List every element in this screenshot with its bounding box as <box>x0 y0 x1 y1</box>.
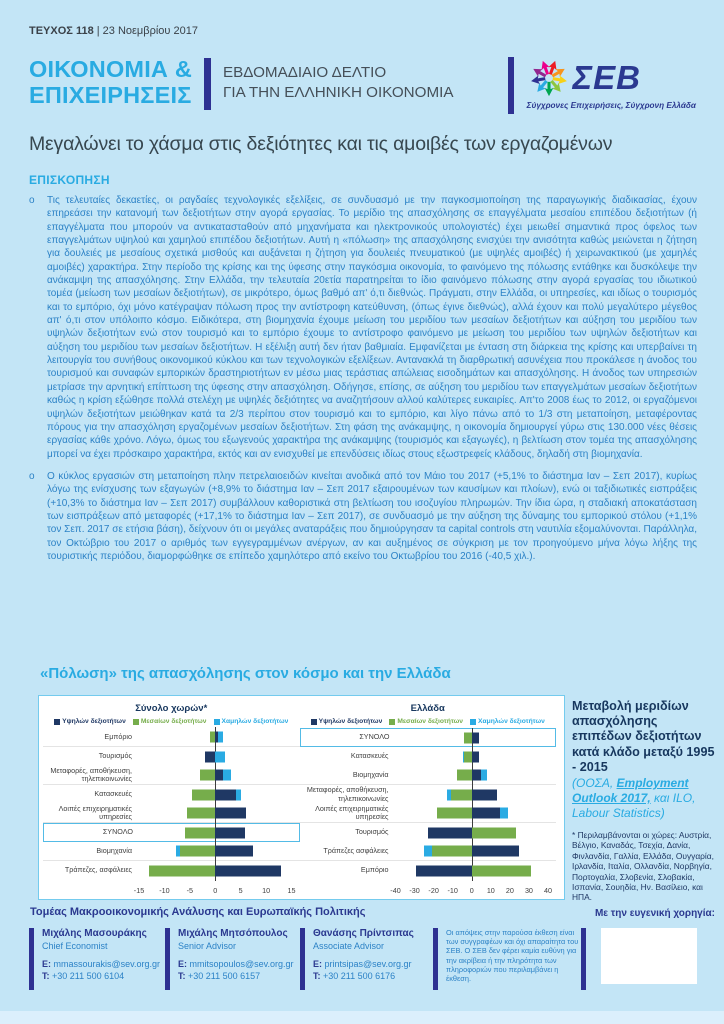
legend-label: Υψηλών δεξιοτήτων <box>62 718 126 725</box>
chart-row-label: Μεταφορές, αποθήκευση, τηλεπικοινωνίες <box>306 785 389 803</box>
bar-segment <box>432 846 472 857</box>
axis-tick-label: -15 <box>133 886 145 895</box>
bar-segment <box>463 751 465 762</box>
chart-row-plot <box>139 747 292 766</box>
contact-name: Μιχάλης Μασουράκης <box>42 928 147 939</box>
axis-tick-label: -10 <box>159 886 170 895</box>
chart-section-title: «Πόλωση» της απασχόλησης στον κόσμο και την Ελλάδα <box>40 665 451 682</box>
bar-segment <box>215 751 225 762</box>
page-title: Μεγαλώνει το χάσμα στις δεξιότητες και τις αμοιβές των εργαζομένων <box>29 133 613 155</box>
chart-row-plot <box>139 842 292 860</box>
chart-row <box>43 842 300 861</box>
sponsor-block <box>581 928 715 990</box>
email-label: E: <box>42 959 51 969</box>
bar-segment <box>236 789 241 800</box>
chart-row-label: Κατασκευές <box>94 789 132 799</box>
chart-row-plot <box>139 766 292 784</box>
bar-segment <box>187 808 215 819</box>
bar-segment <box>185 827 215 838</box>
axis-tick-label: -20 <box>428 886 439 895</box>
chart-row-label: Εμπόριο <box>104 731 132 741</box>
sev-logo <box>508 56 696 114</box>
contact-email[interactable]: mmitsopoulos@sev.org.gr <box>189 959 294 969</box>
bar-segment <box>215 865 281 876</box>
axis-tick-label: 5 <box>238 886 243 895</box>
legend-swatch <box>214 719 220 725</box>
bar-segment <box>437 808 471 819</box>
axis-tick-label: 20 <box>505 886 514 895</box>
chart-row-plot <box>396 747 549 766</box>
chart-row-plot <box>139 861 292 880</box>
bullet-marker: o <box>29 470 35 482</box>
contact-phone: +30 211 500 6157 <box>188 971 261 981</box>
bar-segment <box>472 751 480 762</box>
bar-segment <box>472 732 480 743</box>
chart-row-label: Βιομηχανία <box>352 769 389 779</box>
bar-segment <box>457 770 472 781</box>
bar-segment <box>472 846 520 857</box>
contact-role: Chief Economist <box>42 941 108 951</box>
chart-row-label: ΣΥΝΟΛΟ <box>359 732 390 742</box>
chart-row <box>43 861 300 880</box>
chart-greece <box>300 701 557 897</box>
bar-segment <box>472 865 531 876</box>
chart-row-plot <box>396 842 549 860</box>
bulletin-subtitle <box>223 63 453 103</box>
axis-tick-label: -40 <box>390 886 401 895</box>
axis-tick-label: 30 <box>524 886 533 895</box>
bar-segment <box>192 789 215 800</box>
chart-row <box>300 842 557 861</box>
contact-name: Θανάσης Πρίντσιπας <box>313 928 414 939</box>
chart-sidebar <box>572 699 718 903</box>
legend-swatch <box>54 719 60 725</box>
employment-outlook-link[interactable]: Employment Outlook 2017, <box>572 776 689 806</box>
subtitle-line1: ΕΒΔΟΜΑΔΙΑΙΟ ΔΕΛΤΙΟ <box>223 64 387 81</box>
bar-segment <box>215 827 245 838</box>
bar-segment <box>416 865 471 876</box>
bullet-text-2: Ο κύκλος εργασιών στη μεταποίηση πλην πετρελαιοειδών κινείται ανοδικά από τον Μάιο του 2017 (+5,1% το διάστημα Ιαν – Σεπ 2017), κυρίως λόγω της ενίσχυσης των εξαγωγών (+8,9% το διάστημα Ιαν – Σεπ 2017 εξαιρουμένων των καυσίμων και πλοίων), ενώ οι ταξιδιωτικές εισπράξεις (+10,3% το διάστημα Ιαν – Σεπ 2017) συμβάλλουν καθοριστικά στη βελτίωση του ισοζυγίου πληρωμών. Την ίδια ώρα, η σταδιακή αποκατάσταση των εισπράξεων από μεταφορές (+17,1% το διάστημα Ιαν – Σεπ 2017), σε συνδυασμό με την αύξηση της δύναμης του εμπορικού στόλου (+1,1% τον Σεπ. 2017 σε ετήσια βάση), δείχνουν ότι οι μεγάλες αναταράξεις που δημιούργησαν τα capital controls στη ναυτιλία εξομαλύνονται. Παράλληλα, τον Οκτώβριο του 2017 ο αριθμός των εγγεγραμμένων ανέργων, αν και αυξημένος σε σύγκριση με τον προηγούμενο μήνα λόγω λήξης της τουριστικής περιόδου, διαμορφώθηκε σε επίπεδο χαμηλότερο από εκείνο του Οκτωβρίου του 2016 (-40,5 χιλ.). <box>47 470 697 562</box>
contact-phone: +30 211 500 6104 <box>52 971 125 981</box>
chart-legend <box>300 718 557 725</box>
axis-tick-label: 10 <box>262 886 271 895</box>
chart-row-plot <box>396 766 549 784</box>
bar-segment <box>180 846 216 857</box>
axis-tick-label: 40 <box>544 886 552 895</box>
chart-title: Σύνολο χωρών* <box>135 703 208 714</box>
bar-segment <box>464 751 472 762</box>
bar-segment <box>464 732 472 743</box>
contact-name: Μιχάλης Μητσόπουλος <box>178 928 288 939</box>
legend-label: Χαμηλών δεξιοτήτων <box>478 718 545 725</box>
sev-tagline: Σύγχρονες Επιχειρήσεις, Σύγχρονη Ελλάδα <box>526 101 696 110</box>
chart-row <box>300 728 557 747</box>
chart-legend <box>43 718 300 725</box>
legend-label: Μεσαίων δεξιοτήτων <box>140 718 207 725</box>
chart-row-label: Μεταφορές, αποθήκευση, τηλεπικοινωνίες <box>50 765 132 783</box>
disclaimer-block <box>433 928 581 990</box>
legend-label: Μεσαίων δεξιοτήτων <box>397 718 464 725</box>
chart-x-axis <box>133 885 296 897</box>
phone-label: T: <box>313 971 321 981</box>
chart-row <box>43 728 300 747</box>
chart-row-plot <box>396 861 549 880</box>
chart-row-plot <box>397 729 548 746</box>
bar-segment <box>472 808 501 819</box>
sidebar-heading: Μεταβολή μεριδίων απασχόλησης επιπέδων δεξιοτήτων κατά κλάδο μεταξύ 1995 - 2015 <box>572 699 715 774</box>
chart-row <box>43 766 300 785</box>
chart-row-plot <box>139 785 292 804</box>
overview-heading: ΕΠΙΣΚΟΠΗΣΗ <box>29 173 110 187</box>
contact-email[interactable]: printsipas@sev.org.gr <box>324 959 412 969</box>
legend-item <box>214 718 289 725</box>
sev-logo-text: ΣΕΒ <box>572 59 641 96</box>
issue-number: ΤΕΥΧΟΣ 118 <box>29 25 94 37</box>
logo-divider <box>508 57 514 114</box>
overview-bullets <box>29 194 697 664</box>
chart-row <box>300 785 557 804</box>
bar-segment <box>472 827 516 838</box>
chart-row-label: ΣΥΝΟΛΟ <box>102 827 133 837</box>
chart-row-plot <box>139 728 292 746</box>
chart-title: Ελλάδα <box>410 703 445 714</box>
contact-role: Associate Advisor <box>313 941 385 951</box>
bar-segment <box>149 865 215 876</box>
legend-item <box>133 718 207 725</box>
axis-tick-label: 15 <box>287 886 296 895</box>
chart-row <box>43 823 300 842</box>
sponsor-label: Με την ευγενική χορηγία: <box>594 908 715 919</box>
chart-row-plot <box>396 804 549 822</box>
bar-segment <box>472 770 482 781</box>
axis-tick-label: -10 <box>447 886 458 895</box>
chart-row-label: Λοιπές επιχειρηματικές υπηρεσίες <box>58 803 132 821</box>
chart-row-label: Τουρισμός <box>98 751 132 761</box>
chart-row-plot <box>396 823 549 842</box>
source-prefix: (ΟΟΣΑ, <box>572 776 617 791</box>
brand-line2: ΕΠΙΧΕΙΡΗΣΕΙΣ <box>29 82 192 108</box>
bar-segment <box>200 770 215 781</box>
bar-segment <box>215 770 223 781</box>
subtitle-line2: ΓΙΑ ΤΗΝ ΕΛΛΗΝΙΚΗ ΟΙΚΟΝΟΜΙΑ <box>223 84 454 101</box>
legend-item <box>389 718 463 725</box>
axis-tick-label: 0 <box>213 886 218 895</box>
chart-rows <box>300 728 557 884</box>
axis-tick-label: -5 <box>186 886 194 895</box>
bar-segment <box>215 808 246 819</box>
legend-label: Υψηλών δεξιοτήτων <box>318 718 383 725</box>
phone-label: T: <box>42 971 50 981</box>
chart-row-plot <box>140 824 291 841</box>
chart-row-plot <box>139 804 292 822</box>
chart-row-plot <box>396 785 549 804</box>
bullet-item <box>29 194 697 461</box>
bar-segment <box>481 770 487 781</box>
department-label: Τομέας Μακροοικονομικής Ανάλυσης και Ευρωπαϊκής Πολιτικής <box>30 906 366 918</box>
chart-x-axis <box>390 885 552 897</box>
bar-segment <box>215 846 253 857</box>
legend-item <box>54 718 126 725</box>
page-bottom-strip <box>0 1011 724 1024</box>
axis-tick-label: 0 <box>469 886 474 895</box>
legend-swatch <box>133 719 139 725</box>
chart-row-label: Τράπεζες, ασφάλειες <box>64 865 132 875</box>
bar-segment <box>223 770 231 781</box>
legend-swatch <box>311 719 317 725</box>
chart-row-label: Λοιπές επιχειρηματικές υπηρεσίες <box>315 803 389 821</box>
contact-card <box>29 928 165 990</box>
bar-segment <box>215 789 235 800</box>
chart-row <box>43 747 300 766</box>
disclaimer-text: Οι απόψεις στην παρούσα έκθεση είναι των συγγραφέων και όχι απαραίτητα του ΣΕΒ. Ο ΣΕΒ δεν φέρει καμία ευθύνη για την ακρίβεια ή την πληρότητα των πληροφοριών που περιλαμβάνει η έκθεση. <box>446 928 579 984</box>
countries-footnote: * Περιλαμβάνονται οι χώρες: Αυστρία, Βέλγιο, Καναδάς, Τσεχία, Δανία, Φινλανδία, Γαλλία, Ελλάδα, Ουγγαρία, Ιρλανδία, Ιταλία, Ολλανδία, Νορβηγία, Πορτογαλία, Σλοβενία, Σλοβακία, Ισπανία, Σουηδία, Ην. Βασίλειο, και ΗΠΑ. <box>572 830 714 903</box>
bar-segment <box>218 732 223 743</box>
legend-item <box>311 718 383 725</box>
chart-row <box>300 804 557 823</box>
issue-date: | 23 Νοεμβρίου 2017 <box>96 25 198 37</box>
chart-row-label: Τράπεζες ασφάλειες <box>323 845 389 855</box>
masthead-divider <box>204 58 211 110</box>
chart-row <box>300 766 557 785</box>
bar-segment <box>500 808 508 819</box>
bar-segment <box>428 827 472 838</box>
bar-segment <box>472 789 497 800</box>
contact-role: Senior Advisor <box>178 941 237 951</box>
phone-label: T: <box>178 971 186 981</box>
axis-tick-label: -30 <box>409 886 420 895</box>
legend-label: Χαμηλών δεξιοτήτων <box>221 718 289 725</box>
chart-row-label: Κατασκευές <box>350 751 389 761</box>
chart-row <box>300 861 557 880</box>
contacts-row <box>29 928 715 990</box>
chart-panel <box>38 695 565 900</box>
chart-row <box>43 785 300 804</box>
legend-swatch <box>389 719 395 725</box>
chart-rows <box>43 728 300 884</box>
sponsor-placeholder <box>601 928 697 984</box>
contact-phone: +30 211 500 6176 <box>323 971 396 981</box>
chart-row <box>300 823 557 842</box>
contact-card <box>165 928 300 990</box>
bar-segment <box>176 846 180 857</box>
chart-row <box>43 804 300 823</box>
bar-segment <box>424 846 432 857</box>
issue-line <box>29 25 198 37</box>
chart-row-label: Εμπόριο <box>360 865 389 875</box>
chart-row-label: Βιομηχανία <box>96 845 132 855</box>
chart-world <box>43 701 300 897</box>
bullet-marker: o <box>29 195 35 206</box>
bullet-text-1: Τις τελευταίες δεκαετίες, οι ραγδαίες τεχνολογικές εξελίξεις, σε συνδυασμό με την παγκοσμιοποίηση της παραγωγικής διαδικασίας, έχουν επηρεάσει την κατανομή των δεξιοτήτων στην αγορά εργασίας. Το μερίδιο της απασχόλησης σε επαγγέλματα μεσαίου επιπέδου δεξιοτήτων (ή επαγγέλματα που μπορούν να αντικατασταθούν από μηχανήματα και ηλεκτρονικούς υπολογιστές) έχει μειωθεί σημαντικά προς όφελος των επαγγελμάτων υψηλού και χαμηλού επιπέδου δεξιοτήτων. Αυτή η «πόλωση» της απασχόλησης ενισχύει την ανισότητα καθώς μειώνεται η ζήτηση για δουλειές με μεσαίους σχετικά μισθούς και αυξάνεται η ζήτηση για δουλειές πνευματικού (με υψηλές αμοιβές) ή χειρωνακτικού (με χαμηλές αμοιβές) χαρακτήρα. Στην περίοδο της κρίσης και της ύφεσης στην παγκόσμια οικονομία, το φαινόμενο της πόλωσης εντάθηκε και δυσκόλεψε την ανάκαμψη της απασχόλησης. Στην Ελλάδα, την τελευταία 20ετία παρατηρείται το ίδιο φαινόμενο πόλωσης στην αγορά εργασίας του ιδιωτικού τομέα (μείωση των μεσαίων δεξιοτήτων), σε μικρότερο, όμως βαθμό απ' ό,τι διεθνώς. Πράγματι, στην Ελλάδα, οι υπηρεσίες, και ιδίως ο τουρισμός και το εμπόριο, όχι μόνο κατέγραψαν πόλωση προς την αντίστροφη κατεύθυνση, (όπως έγινε διεθνώς), αλλά έχουν και πολύ μεγαλύτερο μέγεθος απ' ό,τι στον υπόλοιπο κόσμο. Ειδικότερα, στη βιομηχανία έχουμε μείωση του μεριδίου των μεσαίων δεξιοτήτων και αύξηση του μεριδίου των υψηλών δεξιοτήτων ενώ στον τουρισμό και το εμπόριο έχουμε το αντίστροφο φαινόμενο με μείωση του μεριδίου των υψηλών δεξιοτήτων και αύξηση του μεριδίου των μεσαίων δεξιοτήτων. Η εξέλιξη αυτή δεν ήταν βαθμιαία. Εμφανίζεται με ένταση στη διάρκεια της κρίσης και υπερβαίνει τη λειτουργία του συνήθους οικονομικού κύκλου και των τεχνολογικών εξελίξεων. Αντανακλά τη διαρθρωτική ασυνέχεια που προκάλεσε η άνοδος του τουρισμού και συναφών εμπορικών δραστηριοτήτων εν μέσω μιας τεράστιας απώλειας εισοδημάτων και απασχόλησης. Η άνοδος των υπηρεσιών μετρίασε την αρνητική επίπτωση της ύφεσης στην απασχόληση. Οδήγησε, επίσης, σε αύξηση του μεριδίου των επαγγελμάτων μεσαίων δεξιοτήτων καθώς η κρίση εξώθησε πολλά στελέχη με υψηλές δεξιότητες να αναζητήσουν αλλού καλύτερες ευκαιρίες. Απ'το 2008 έως το 2012, οι εργαζόμενοι υψηλών δεξιοτήτων μειώθηκαν κατά τα 2/3 περίπου στον τουρισμό και το εμπόριο, και λίγο πάνω από το 1/3 στη μεταποίηση, μεταφέροντας πόρους για την απασχόληση εργαζομένων μεσαίων δεξιοτήτων. Στη φάση της ανάκαμψης, η οικονομία δημιουργεί γύρω στις 130.000 νέες θέσεις εργασίας κάθε χρόνο. Λόγω, όμως του εξωγενούς χαρακτήρα της ανάκαμψης (τουρισμός και εξαγωγές), η βελτίωση στον τομέα της απασχόλησης μπορεί να έχει πρόσκαιρο χαρακτήρα, εκτός και αν ενισχυθεί με επενδύσεις ιδίως στους εξωστρεφείς κλάδους, δηλαδή στη βιομηχανία. <box>47 195 697 460</box>
email-label: E: <box>313 959 322 969</box>
chart-row-label: Τουρισμός <box>355 827 389 837</box>
bar-segment <box>205 751 215 762</box>
bullet-item <box>29 470 697 563</box>
sev-pinwheel-icon <box>527 56 571 100</box>
source-suffix: και ILO, Labour Statistics) <box>572 791 696 821</box>
bar-segment <box>447 789 451 800</box>
bar-segment <box>451 789 472 800</box>
brand-line1: ΟΙΚΟΝΟΜΙΑ & <box>29 56 193 82</box>
email-label: E: <box>178 959 187 969</box>
axis-tick-label: 10 <box>486 886 495 895</box>
masthead <box>29 56 696 114</box>
legend-item <box>470 718 545 725</box>
contact-card <box>300 928 433 990</box>
contact-email[interactable]: mmassourakis@sev.org.gr <box>53 959 161 969</box>
legend-swatch <box>470 719 476 725</box>
brand-title <box>29 56 192 108</box>
sidebar-source <box>572 776 718 821</box>
chart-row <box>300 747 557 766</box>
